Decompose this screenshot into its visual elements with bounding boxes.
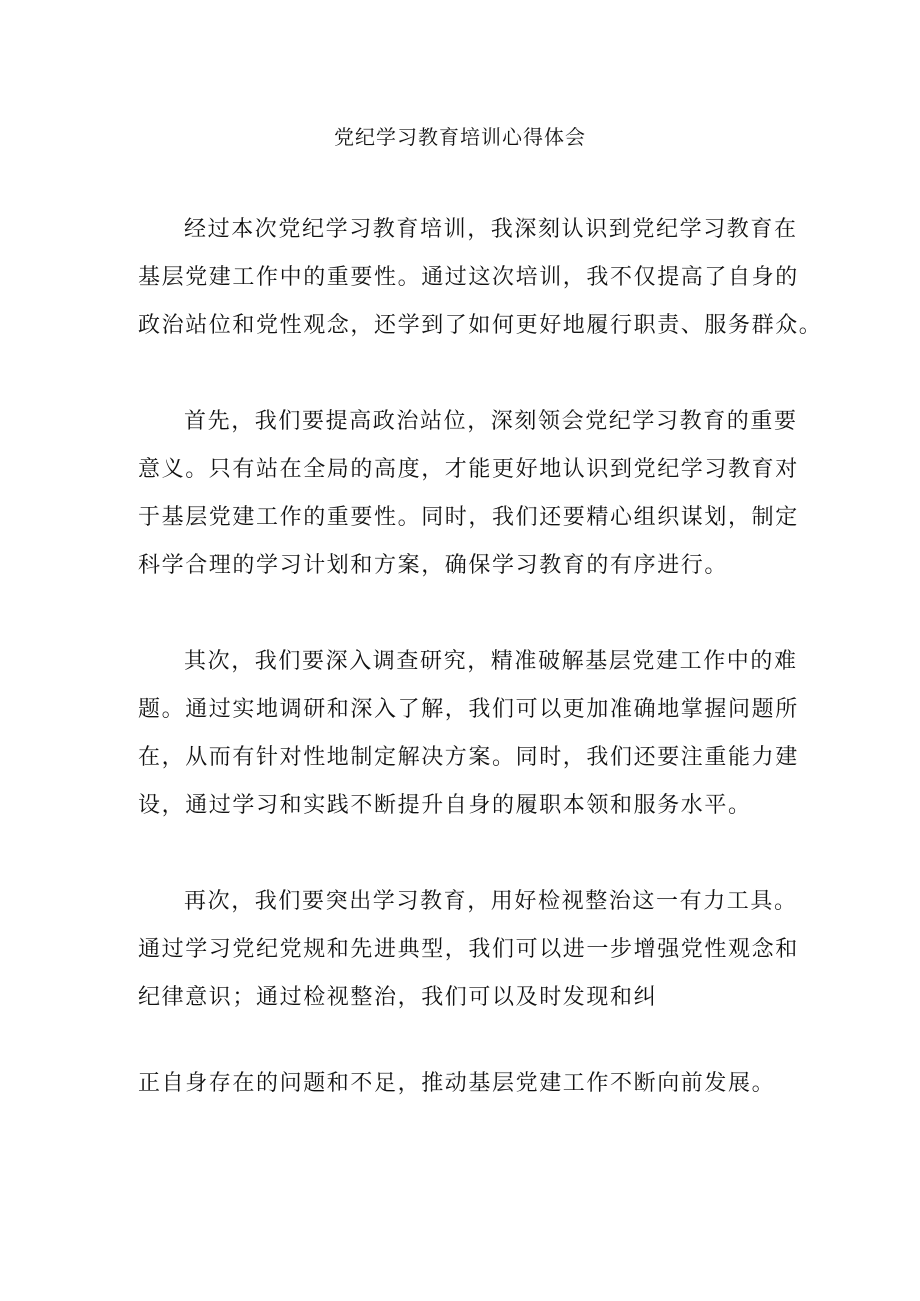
paragraph-line: 政治站位和党性观念，还学到了如何更好地履行职责、服务群众。 [138, 313, 823, 338]
paragraph-line: 正自身存在的问题和不足，推动基层党建工作不断向前发展。 [138, 1071, 776, 1096]
paragraph-line: 首先，我们要提高政治站位，深刻领会党纪学习教育的重要 [184, 409, 798, 434]
paragraph-line: 基层党建工作中的重要性。通过这次培训，我不仅提高了自身的 [138, 265, 799, 290]
paragraph-2 [138, 398, 799, 590]
paragraph-line: 于基层党建工作的重要性。同时，我们还要精心组织谋划，制定 [138, 505, 799, 530]
paragraph-line: 设，通过学习和实践不断提升自身的履职本领和服务水平。 [138, 793, 752, 818]
paragraph-3 [138, 638, 799, 830]
paragraph-5 [138, 1060, 794, 1108]
paragraph-line: 纪律意识；通过检视整治，我们可以及时发现和纠 [138, 985, 658, 1010]
paragraph-line: 在，从而有针对性地制定解决方案。同时，我们还要注重能力建 [138, 745, 799, 770]
paragraph-line: 题。通过实地调研和深入了解，我们可以更加准确地掌握问题所 [138, 697, 799, 722]
paragraph-line: 意义。只有站在全局的高度，才能更好地认识到党纪学习教育对 [138, 457, 799, 482]
paragraph-line: 其次，我们要深入调查研究，精准破解基层党建工作中的难 [184, 649, 798, 674]
paragraph-1 [138, 206, 823, 350]
document-title: 党纪学习教育培训心得体会 [334, 125, 586, 149]
paragraph-line: 再次，我们要突出学习教育，用好检视整治这一有力工具。 [184, 889, 798, 914]
paragraph-line: 科学合理的学习计划和方案，确保学习教育的有序进行。 [138, 553, 729, 578]
paragraph-line: 经过本次党纪学习教育培训，我深刻认识到党纪学习教育在 [184, 217, 798, 242]
paragraph-line: 通过学习党纪党规和先进典型，我们可以进一步增强党性观念和 [138, 937, 799, 962]
paragraph-4 [138, 878, 799, 1022]
